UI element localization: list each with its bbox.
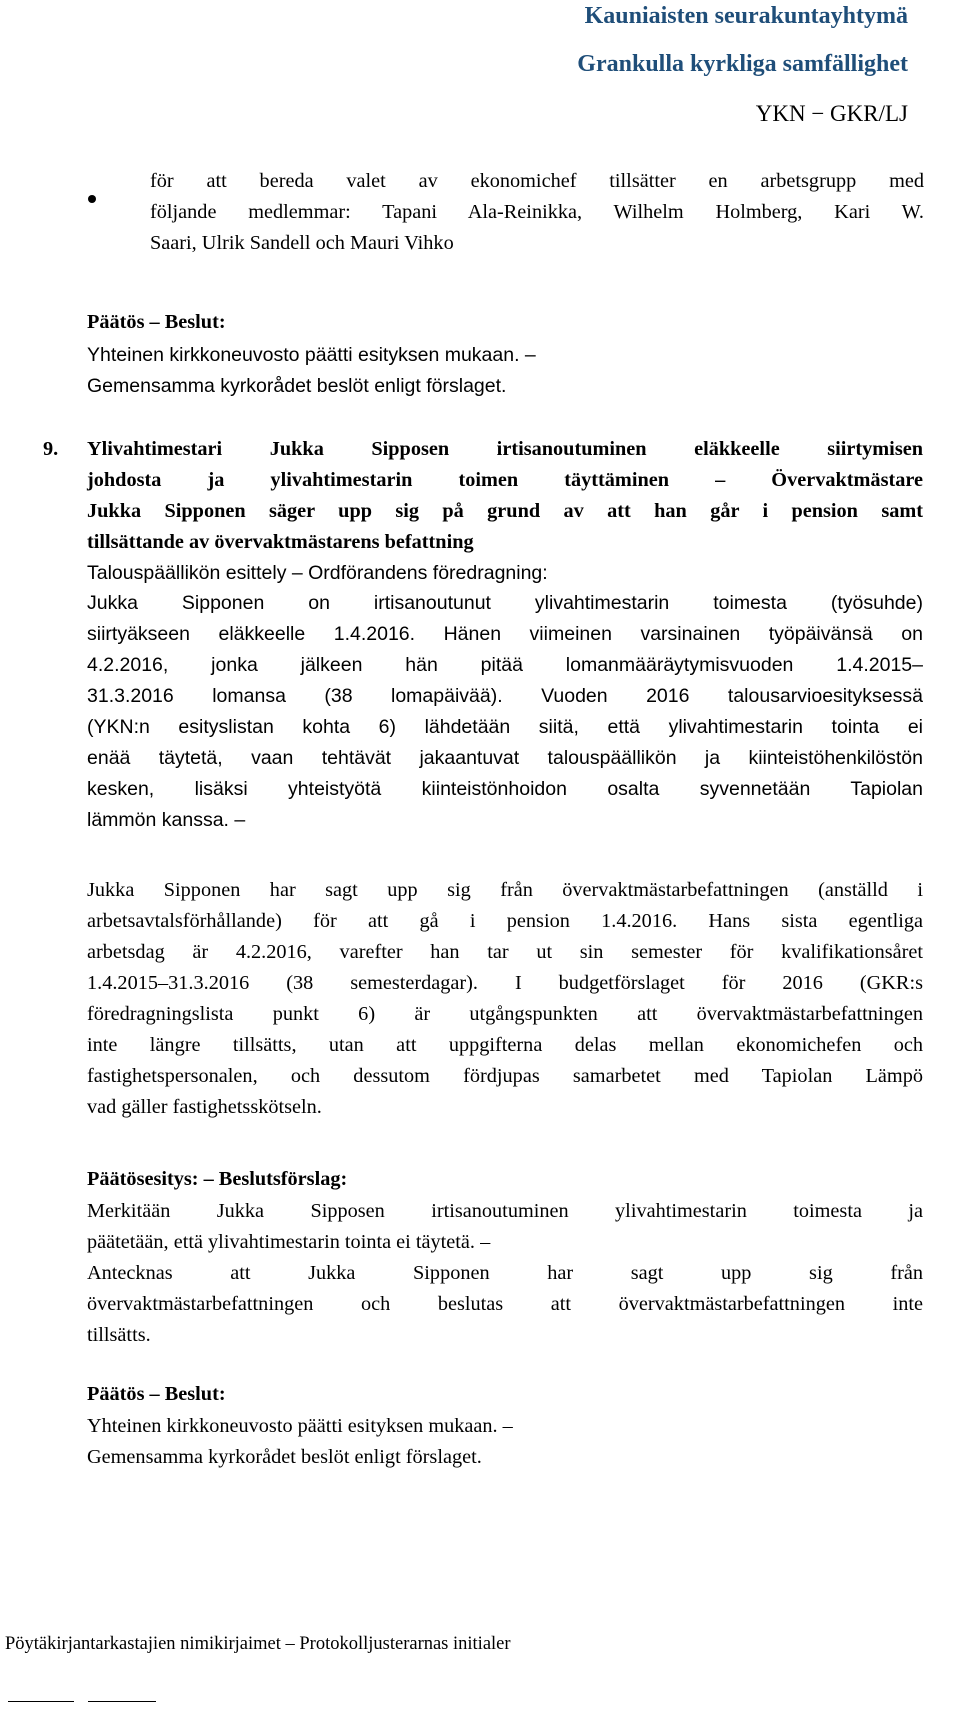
item-title	[87, 434, 923, 558]
body-line: föredragningslista punkt 6) är utgångspunkten att övervaktmästarbefattningen	[87, 1003, 923, 1025]
body-line: 4.2.2016, jonka jälkeen hän pitää lomanmääräytymisvuoden 1.4.2015–	[87, 654, 923, 676]
body-line: (YKN:n esityslistan kohta 6) lähdetään siitä, että ylivahtimestarin tointa ei	[87, 716, 923, 738]
proposal-sv	[87, 1258, 923, 1351]
text-line: för att bereda valet av ekonomichef tillsätter en arbetsgrupp med	[150, 170, 924, 192]
body-line: inte längre tillsätts, utan att uppgifterna delas mellan ekonomichefen och	[87, 1034, 923, 1056]
decision-text-sv: Gemensamma kyrkorådet beslöt enligt förslaget.	[87, 1446, 482, 1468]
body-line: lämmön kanssa. –	[87, 809, 246, 831]
initials-signature-line	[8, 1701, 74, 1702]
body-sv	[87, 875, 923, 1123]
bullet-icon	[88, 195, 96, 203]
title-line: Jukka Sipponen säger upp sig på grund av att han går i pension samt	[87, 500, 923, 522]
proposal-line: Antecknas att Jukka Sipponen har sagt upp sig från	[87, 1262, 923, 1284]
proposal-line: päätetään, että ylivahtimestarin tointa ei täytetä. –	[87, 1231, 491, 1253]
initials-label: Pöytäkirjantarkastajien nimikirjaimet – Protokolljusterarnas initialer	[5, 1634, 511, 1654]
proposal-line: Merkitään Jukka Sipposen irtisanoutuminen ylivahtimestarin toimesta ja	[87, 1200, 923, 1222]
decision-heading: Päätös – Beslut:	[87, 1383, 226, 1405]
body-line: 1.4.2015–31.3.2016 (38 semesterdagar). I budgetförslaget för 2016 (GKR:s	[87, 972, 923, 994]
decision-text-fi: Yhteinen kirkkoneuvosto päätti esityksen mukaan. –	[87, 1415, 513, 1437]
proposal-heading: Päätösesitys: – Beslutsförslag:	[87, 1168, 348, 1190]
body-line: kesken, lisäksi yhteistyötä kiinteistönhoidon osalta syvennetään Tapiolan	[87, 778, 923, 800]
body-line: fastighetspersonalen, och dessutom fördjupas samarbetet med Tapiolan Lämpö	[87, 1065, 923, 1087]
org-name-sv: Grankulla kyrkliga samfällighet	[577, 51, 908, 77]
decision-text-fi: Yhteinen kirkkoneuvosto päätti esityksen mukaan. –	[87, 344, 536, 366]
title-line: Ylivahtimestari Jukka Sipposen irtisanoutuminen eläkkeelle siirtymisen	[87, 438, 923, 460]
body-line: Jukka Sipponen on irtisanoutunut ylivahtimestarin toimesta (työsuhde)	[87, 592, 923, 614]
body-line: Jukka Sipponen har sagt upp sig från övervaktmästarbefattningen (anställd i	[87, 879, 923, 901]
body-line: vad gäller fastighetsskötseln.	[87, 1096, 322, 1118]
text-line: Saari, Ulrik Sandell och Mauri Vihko	[150, 232, 454, 254]
body-line: enää täytetä, vaan tehtävät jakaantuvat talouspäällikön ja kiinteistöhenkilöstön	[87, 747, 923, 769]
bullet-item-text	[150, 166, 924, 259]
org-name-fi: Kauniaisten seurakuntayhtymä	[584, 3, 908, 29]
title-line: johdosta ja ylivahtimestarin toimen täyttäminen – Övervaktmästare	[87, 469, 923, 491]
proposal-line: tillsätts.	[87, 1324, 151, 1346]
proposal-fi	[87, 1196, 923, 1258]
proposal-line: övervaktmästarbefattningen och beslutas att övervaktmästarbefattningen inte	[87, 1293, 923, 1315]
presenter-line: Talouspäällikön esittely – Ordförandens föredragning:	[87, 562, 548, 584]
body-fi	[87, 588, 923, 836]
body-line: arbetsdag är 4.2.2016, varefter han tar ut sin semester för kvalifikationsåret	[87, 941, 923, 963]
item-number: 9.	[43, 438, 59, 460]
decision-heading: Päätös – Beslut:	[87, 311, 226, 333]
body-line: siirtyäkseen eläkkeelle 1.4.2016. Hänen viimeinen varsinainen työpäivänsä on	[87, 623, 923, 645]
title-line: tillsättande av övervaktmästarens befattning	[87, 531, 474, 553]
initials-signature-line	[88, 1701, 156, 1702]
body-line: arbetsavtalsförhållande) för att gå i pension 1.4.2016. Hans sista egentliga	[87, 910, 923, 932]
text-line: följande medlemmar: Tapani Ala-Reinikka, Wilhelm Holmberg, Kari W.	[150, 201, 924, 223]
body-line: 31.3.2016 lomansa (38 lomapäivää). Vuoden 2016 talousarvioesityksessä	[87, 685, 923, 707]
document-code: YKN − GKR/LJ	[755, 101, 908, 126]
decision-text-sv: Gemensamma kyrkorådet beslöt enligt förslaget.	[87, 375, 507, 397]
